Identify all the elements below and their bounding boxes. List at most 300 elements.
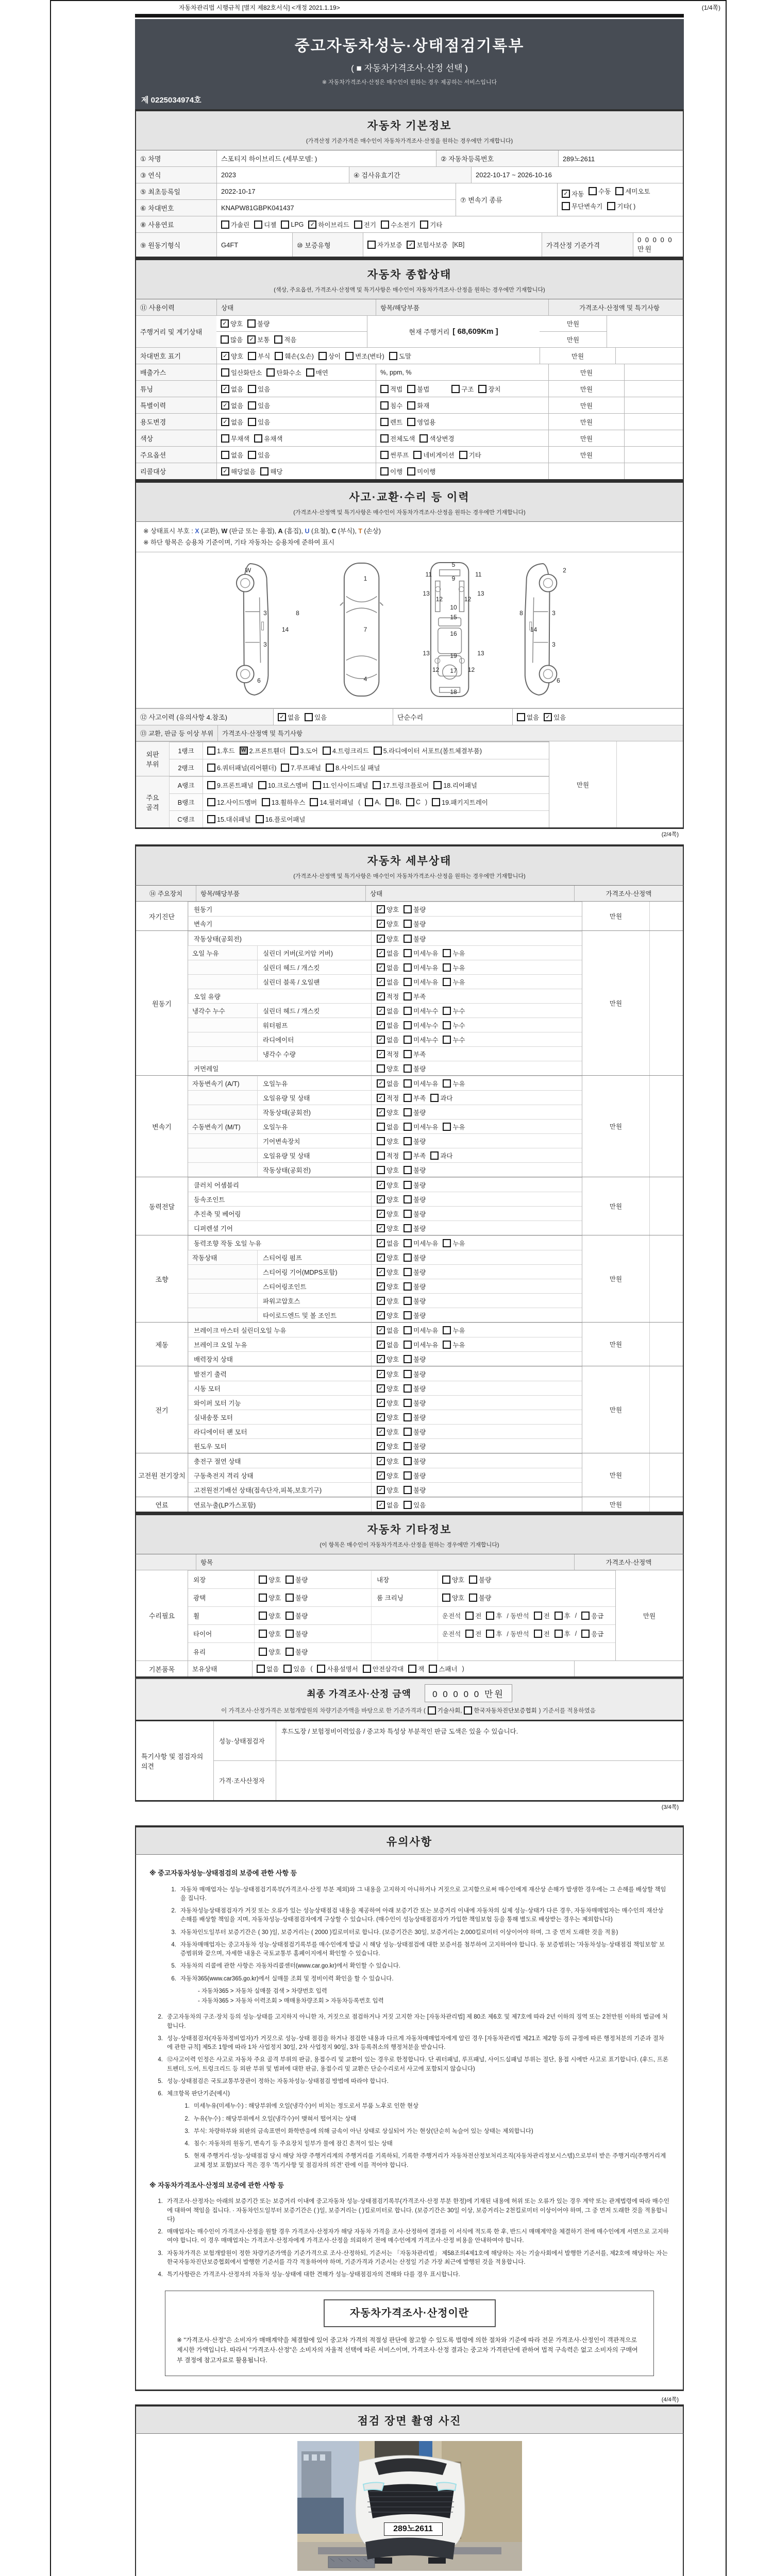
checkbox[interactable]: ✓ [377, 1341, 385, 1349]
repair-options-2 [438, 1571, 615, 1588]
option-label: 디젤 [264, 221, 277, 229]
checkbox[interactable]: ✓ [377, 1268, 385, 1276]
checkbox[interactable] [404, 1151, 412, 1160]
checkbox[interactable] [406, 798, 414, 806]
checkbox[interactable] [404, 1501, 412, 1509]
checkbox[interactable] [404, 1486, 412, 1494]
checkbox[interactable]: ✓ [377, 1253, 385, 1262]
checkbox[interactable] [404, 1282, 412, 1291]
checkbox[interactable] [404, 978, 412, 986]
checkbox[interactable]: ✓ [247, 335, 256, 344]
checkbox[interactable]: ✓ [278, 713, 286, 721]
checkbox[interactable] [407, 418, 415, 426]
checkbox-option [581, 1611, 603, 1620]
checkbox[interactable] [443, 1021, 451, 1029]
engine-type-value: G4FT [216, 233, 292, 257]
checkbox-option [221, 467, 256, 476]
checkbox-option [443, 963, 465, 972]
checkbox[interactable] [404, 1181, 412, 1189]
checkbox[interactable] [413, 451, 422, 459]
checkbox[interactable] [285, 1594, 294, 1602]
checkbox[interactable] [404, 1108, 412, 1116]
checkbox[interactable]: ✓ [377, 920, 385, 928]
checkbox[interactable] [377, 1151, 385, 1160]
state-options [371, 1192, 582, 1206]
checkbox[interactable] [380, 385, 389, 393]
checkbox[interactable]: ✓ [377, 1224, 385, 1232]
checkbox[interactable] [404, 1399, 412, 1407]
checkbox[interactable]: ✓ [377, 1239, 385, 1247]
repair-options-1 [254, 1607, 371, 1624]
checkbox[interactable] [404, 1036, 412, 1044]
checkbox[interactable] [248, 401, 256, 410]
checkbox[interactable]: ✓ [377, 1384, 385, 1393]
checkbox[interactable]: ✓ [377, 1501, 385, 1509]
detail-row [188, 1250, 582, 1264]
checkbox[interactable] [404, 1137, 412, 1145]
checkbox[interactable] [442, 1594, 450, 1602]
checkbox[interactable]: ✓ [377, 949, 385, 957]
checkbox-option [404, 1354, 426, 1364]
checkbox[interactable]: ✓ [308, 221, 316, 229]
checkbox[interactable]: ✓ [377, 1326, 385, 1334]
option-label: 부족 [413, 1050, 426, 1058]
option-label: 한국자동차진단보증협회 [474, 1708, 537, 1714]
checkbox[interactable]: ✓ [377, 1428, 385, 1436]
checkbox[interactable] [374, 747, 382, 755]
checkbox[interactable] [589, 187, 597, 195]
checkbox[interactable]: ✓ [377, 1355, 385, 1363]
checkbox[interactable] [443, 1341, 451, 1349]
option-label: 적법 [390, 385, 403, 393]
checkbox[interactable] [354, 221, 362, 229]
checkbox[interactable] [408, 1665, 416, 1673]
option-label: 없음 [386, 1007, 399, 1015]
checkbox[interactable] [404, 963, 412, 972]
checkbox[interactable] [404, 1050, 412, 1058]
checkbox[interactable] [313, 781, 321, 789]
checkbox[interactable] [377, 1137, 385, 1145]
notice-item-text: - 자동차365 > 자동차 실매물 검색 > 차량번호 입력 [198, 1988, 327, 1994]
option-label: 불량 [413, 1312, 426, 1319]
checkbox[interactable] [221, 335, 229, 344]
checkbox[interactable] [486, 1612, 494, 1620]
option-label: 후 [564, 1631, 570, 1638]
col-item: 항목/해당부품 [376, 299, 548, 315]
checkbox[interactable] [404, 1297, 412, 1305]
checkbox-option [404, 905, 426, 914]
checkbox[interactable] [377, 1064, 385, 1073]
option-label: 훼손(오손) [284, 352, 314, 360]
checkbox[interactable] [285, 1648, 294, 1656]
option-label: 수소전기 [390, 221, 416, 229]
checkbox-option [377, 1267, 399, 1277]
checkbox[interactable] [318, 352, 327, 360]
checkbox[interactable] [464, 1706, 472, 1715]
detail-row [188, 1061, 582, 1075]
checkbox[interactable] [306, 368, 314, 377]
checkbox[interactable] [380, 451, 389, 459]
option-label: 양호 [386, 1399, 399, 1407]
checkbox[interactable] [517, 713, 525, 721]
checkbox[interactable]: ✓ [221, 352, 229, 360]
option-label: 양호 [268, 1649, 281, 1656]
basic-items-row [136, 1660, 683, 1676]
checkbox[interactable] [283, 1665, 292, 1673]
checkbox[interactable] [443, 1239, 451, 1247]
checkbox-option [377, 1049, 399, 1059]
checkbox[interactable] [404, 949, 412, 957]
checkbox[interactable] [607, 202, 615, 210]
checkbox[interactable] [317, 1665, 325, 1673]
detail-row [188, 1482, 582, 1497]
checkbox[interactable] [404, 1442, 412, 1450]
checkbox[interactable] [404, 1007, 412, 1015]
checkbox[interactable] [404, 992, 412, 1001]
diagram-label: 5 [451, 561, 456, 569]
checkbox-option [404, 1064, 426, 1073]
checkbox[interactable] [407, 385, 415, 393]
legend-part: U [305, 528, 310, 535]
option-label: 적정 [386, 1050, 399, 1058]
checkbox-option [207, 763, 276, 772]
checkbox[interactable] [581, 1612, 590, 1620]
checkbox[interactable] [465, 1630, 474, 1638]
option-label: 불량 [413, 935, 426, 943]
checkbox[interactable] [404, 1195, 412, 1204]
checkbox[interactable] [407, 467, 415, 476]
fuel-options [216, 216, 683, 232]
notice-item-text: 가격조사·산정자는 아래의 보증기간 또는 보증거리 이내에 중고자동차 성능·상태점검기록부(가격조사·산정 부분 한정)에 기재된 내용에 허위 또는 오류가 있는 경우 계약 또는 관계법령에 따라 매수인에 대하여 책임을 집니다. · 자동차인도일부터 보증기간은 ( )일, 보증거리는 ( )킬로미터로 합니다. (보증기간은 30일 이상, 보증거리는 2천킬로미터 이상이어야 하며, 그 중 먼저 도래한 것을 적용합니다) [167, 2198, 669, 2223]
checkbox[interactable]: ✓ [377, 1036, 385, 1044]
checkbox[interactable] [404, 1224, 412, 1232]
checkbox[interactable] [404, 1210, 412, 1218]
checkbox[interactable]: ✓ [377, 1108, 385, 1116]
checkbox[interactable]: ✓ [221, 319, 229, 328]
checkbox[interactable]: ✓ [377, 978, 385, 986]
diagram-label: 2 [563, 566, 566, 574]
checkbox[interactable] [404, 1471, 412, 1480]
form-reference: 자동차관리법 시행규칙 [별지 제82호서식] <개정 2021.1.19> [179, 4, 340, 11]
checkbox[interactable]: ✓ [377, 1021, 385, 1029]
checkbox[interactable] [248, 385, 256, 393]
device-name: 고전원 전기장치 [136, 1453, 188, 1497]
checkbox[interactable]: ✓ [377, 1210, 385, 1218]
checkbox[interactable] [290, 747, 298, 755]
checkbox[interactable] [207, 747, 215, 755]
item-options [376, 364, 548, 380]
checkbox[interactable] [305, 713, 313, 721]
detail-group [136, 930, 683, 1075]
checkbox[interactable]: ✓ [377, 1079, 385, 1088]
option-label: 미세누유 [413, 1123, 439, 1131]
checkbox-option [517, 713, 539, 722]
checkbox[interactable]: ✓ [221, 385, 229, 393]
checkbox-option [221, 319, 243, 328]
checkbox[interactable] [404, 1021, 412, 1029]
checkbox[interactable] [310, 798, 318, 806]
checkbox[interactable]: ✓ [377, 1195, 385, 1204]
checkbox[interactable]: ✓ [377, 1442, 385, 1450]
checkbox[interactable]: ✓ [377, 1297, 385, 1305]
checkbox[interactable] [478, 385, 486, 393]
checkbox[interactable] [443, 978, 451, 986]
group-price-unit: 만원 [582, 1323, 649, 1366]
checkbox[interactable] [380, 418, 389, 426]
checkbox[interactable] [221, 368, 229, 377]
checkbox[interactable] [433, 781, 442, 789]
checkbox[interactable] [404, 935, 412, 943]
checkbox-option [221, 434, 249, 443]
checkbox[interactable] [442, 1575, 450, 1584]
checkbox[interactable] [207, 798, 215, 806]
rank-row [169, 742, 549, 759]
checkbox[interactable] [554, 1612, 563, 1620]
checkbox[interactable]: ✓ [377, 1311, 385, 1319]
checkbox[interactable] [274, 335, 282, 344]
checkbox[interactable] [248, 352, 256, 360]
checkbox[interactable]: ✓ [377, 963, 385, 972]
checkbox[interactable] [404, 1384, 412, 1393]
checkbox[interactable] [221, 221, 229, 229]
checkbox[interactable] [404, 1311, 412, 1319]
checkbox[interactable] [562, 202, 570, 210]
price-unit: 만원 [566, 320, 580, 328]
checkbox[interactable] [363, 1665, 371, 1673]
checkbox-option [306, 368, 328, 377]
option-label: 많음 [230, 336, 243, 344]
checkbox[interactable]: ✓ [377, 905, 385, 913]
checkbox[interactable] [404, 1413, 412, 1421]
checkbox[interactable] [285, 1612, 294, 1620]
checkbox[interactable] [248, 451, 256, 459]
detail-row [188, 1192, 582, 1206]
checkbox[interactable] [404, 1341, 412, 1349]
option-label: 있음 [413, 1501, 426, 1509]
checkbox[interactable] [221, 451, 229, 459]
checkbox[interactable] [248, 418, 256, 426]
checkbox-option [486, 1629, 502, 1638]
checkbox[interactable]: ✓ [544, 713, 552, 721]
checkbox[interactable] [207, 815, 215, 823]
checkbox[interactable] [451, 385, 460, 393]
option-label: 양호 [386, 1254, 399, 1262]
option-label: 양호 [386, 920, 399, 928]
checkbox[interactable] [443, 949, 451, 957]
checkbox[interactable] [207, 781, 215, 789]
checkbox[interactable] [404, 1253, 412, 1262]
checkbox[interactable] [404, 1457, 412, 1465]
notice-item-number: 2. [184, 2115, 190, 2122]
checkbox[interactable] [380, 434, 389, 443]
checkbox[interactable] [281, 764, 289, 772]
checkbox[interactable] [404, 1239, 412, 1247]
checkbox[interactable] [404, 1079, 412, 1088]
sub-group-label [188, 1279, 257, 1293]
checkbox[interactable] [407, 401, 415, 410]
option-label: 화재 [417, 402, 430, 410]
checkbox[interactable] [459, 451, 467, 459]
checkbox[interactable] [469, 1594, 477, 1602]
checkbox[interactable] [443, 1123, 451, 1131]
checkbox-option [259, 1629, 281, 1638]
checkbox[interactable] [258, 781, 266, 789]
checkbox[interactable] [345, 352, 354, 360]
checkbox[interactable] [221, 434, 229, 443]
diagram-label: 16 [450, 630, 457, 638]
checkbox[interactable]: ✓ [377, 935, 385, 943]
checkbox-option [562, 189, 584, 198]
checkbox[interactable] [581, 1630, 590, 1638]
checkbox[interactable] [430, 1151, 439, 1160]
checkbox[interactable] [260, 467, 268, 476]
checkbox[interactable] [404, 1428, 412, 1436]
checkbox[interactable]: ✓ [377, 992, 385, 1001]
checkbox[interactable] [465, 1612, 474, 1620]
checkbox[interactable] [259, 1612, 267, 1620]
checkbox[interactable] [380, 467, 389, 476]
checkbox[interactable] [365, 798, 373, 806]
checkbox[interactable]: ✓ [377, 1413, 385, 1421]
checkbox[interactable] [432, 798, 440, 806]
checkbox[interactable] [404, 1064, 412, 1073]
checkbox[interactable]: ✓ [377, 1471, 385, 1480]
checkbox[interactable] [381, 221, 389, 229]
checkbox[interactable] [443, 1326, 451, 1334]
checkbox[interactable] [534, 1612, 542, 1620]
checkbox[interactable] [443, 1036, 451, 1044]
checkbox[interactable] [404, 1370, 412, 1378]
checkbox[interactable]: ✓ [377, 1399, 385, 1407]
checkbox[interactable]: ✓ [377, 1282, 385, 1291]
item-name: 타이로드엔드 및 볼 조인트 [257, 1308, 371, 1322]
checkbox[interactable] [285, 1630, 294, 1638]
checkbox[interactable] [404, 1094, 412, 1102]
checkbox[interactable] [259, 1575, 267, 1584]
car-name-value: 스포티지 하이브리드 (세부모델: ) [216, 150, 436, 166]
checkbox[interactable] [428, 1706, 436, 1715]
checkbox-option [443, 1006, 465, 1015]
checkbox[interactable] [420, 221, 428, 229]
state-options [371, 1076, 582, 1090]
checkbox[interactable] [486, 1630, 494, 1638]
repair-options-2 [438, 1589, 615, 1606]
checkbox[interactable]: ✓ [221, 401, 229, 410]
repair-options-1 [254, 1643, 371, 1660]
checkbox[interactable]: ✓ [221, 418, 229, 426]
checkbox[interactable] [404, 1355, 412, 1363]
checkbox-option [404, 1369, 426, 1379]
option-label: 응급 [591, 1631, 604, 1638]
checkbox[interactable]: ✓ [377, 1370, 385, 1378]
checkbox[interactable] [419, 434, 428, 443]
checkbox[interactable] [385, 798, 394, 806]
detail-row [188, 1438, 582, 1453]
checkbox[interactable] [247, 319, 256, 328]
checkbox[interactable]: ✓ [377, 1094, 385, 1102]
option-label: 전 [543, 1613, 550, 1620]
checkbox[interactable] [380, 401, 389, 410]
option-label: 장치 [488, 385, 501, 393]
repair-options-2 [438, 1643, 615, 1660]
checkbox-option [259, 1593, 281, 1602]
checkbox[interactable] [207, 764, 215, 772]
checkbox[interactable]: ✓ [377, 1181, 385, 1189]
option-label: 불량 [413, 1428, 426, 1436]
checkbox[interactable] [266, 368, 275, 377]
checkbox[interactable] [443, 963, 451, 972]
checkbox[interactable] [326, 764, 334, 772]
checkbox[interactable] [256, 815, 264, 823]
checkbox[interactable] [275, 352, 283, 360]
checkbox[interactable] [469, 1575, 477, 1584]
checkbox[interactable] [377, 1166, 385, 1174]
checkbox[interactable] [367, 241, 376, 249]
reg-no-label: ② 자동차등록번호 [436, 150, 558, 166]
checkbox[interactable] [554, 1630, 563, 1638]
checkbox[interactable] [429, 1665, 437, 1673]
checkbox[interactable] [285, 1575, 294, 1584]
checkbox-option [377, 1209, 399, 1218]
checkbox[interactable] [254, 434, 262, 443]
section-basic-header [135, 109, 684, 150]
checkbox[interactable] [254, 221, 262, 229]
simple-repair-label: 단순수리 [393, 709, 512, 725]
checkbox[interactable] [404, 1166, 412, 1174]
checkbox[interactable] [262, 798, 270, 806]
checkbox[interactable]: ✓ [377, 1007, 385, 1015]
checkbox[interactable]: W [240, 747, 248, 755]
checkbox[interactable] [323, 747, 331, 755]
checkbox[interactable] [404, 1123, 412, 1131]
checkbox[interactable]: ✓ [377, 1486, 385, 1494]
checkbox-option [377, 948, 399, 958]
checkbox[interactable]: ✓ [562, 190, 570, 198]
checkbox[interactable] [377, 1123, 385, 1131]
detail-row [188, 1381, 582, 1395]
checkbox[interactable] [373, 781, 381, 789]
checkbox[interactable]: ✓ [377, 1457, 385, 1465]
checkbox[interactable] [404, 905, 412, 913]
checkbox[interactable] [615, 187, 624, 195]
checkbox[interactable] [257, 1665, 265, 1673]
checkbox[interactable] [404, 920, 412, 928]
checkbox[interactable] [443, 1007, 451, 1015]
notice-item-text: 매매업자는 매수인이 가격조사·산정을 원할 경우 가격조사·산정자가 해당 자동차 가격을 조사·산정하여 결과를 이 서식에 적도록 한 후, 반드시 매매계약을 체결하기 전에 매수인에게 서면으로 고지하여야 합니다. 이 경우 매매업자는 가격조사·산정자에게 가격조사·산정을 의뢰하기 전에 매수인에게 가격조사·산정 비용을 안내하여야 합니다. [167, 2229, 669, 2244]
checkbox[interactable] [443, 1079, 451, 1088]
checkbox[interactable]: ✓ [377, 1050, 385, 1058]
checkbox[interactable] [389, 352, 397, 360]
checkbox[interactable]: ✓ [221, 467, 229, 476]
diagram-label: 13 [477, 590, 484, 598]
option-label: 없음 [288, 714, 300, 721]
checkbox-option [254, 434, 282, 443]
checkbox[interactable] [259, 1648, 267, 1656]
sub-group-label [188, 1308, 257, 1322]
final-price-note [221, 1706, 598, 1715]
checkbox[interactable] [259, 1594, 267, 1602]
checkbox[interactable] [259, 1630, 267, 1638]
checkbox[interactable]: ✓ [407, 241, 415, 249]
checkbox[interactable] [430, 1094, 439, 1102]
checkbox[interactable] [404, 1326, 412, 1334]
checkbox[interactable] [534, 1630, 542, 1638]
option-label: 불량 [413, 1443, 426, 1450]
checkbox[interactable] [281, 221, 289, 229]
diagram-label: 13 [477, 649, 484, 657]
checkbox[interactable] [404, 1268, 412, 1276]
device-name: 전기 [136, 1366, 188, 1453]
